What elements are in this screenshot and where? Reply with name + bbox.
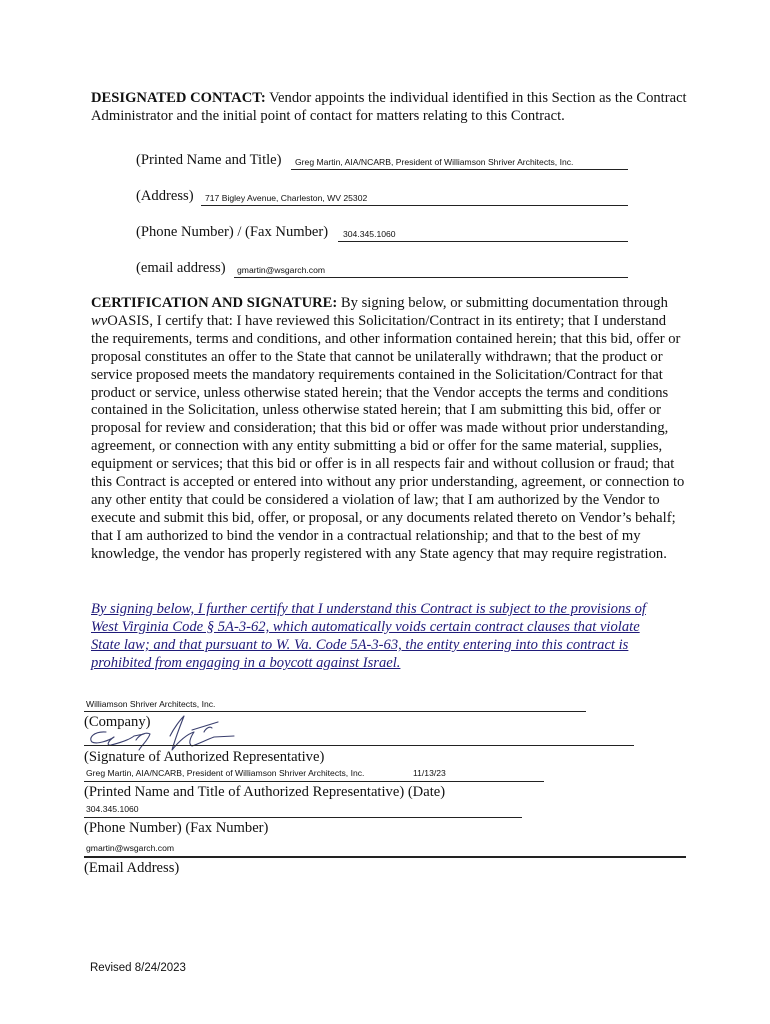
- signature-label: (Signature of Authorized Representative): [84, 749, 325, 765]
- printed-name-title-row: [136, 148, 628, 170]
- phone-fax-label: (Phone Number) / (Fax Number): [136, 224, 329, 240]
- certification-heading: CERTIFICATION AND SIGNATURE:: [91, 295, 338, 311]
- email-field[interactable]: [234, 263, 628, 278]
- email-signature-line[interactable]: [84, 856, 686, 858]
- rep-name-title-date-label: (Printed Name and Title of Authorized Representative) (Date): [84, 784, 446, 800]
- designated-contact-text: Vendor appoints the individual identified in this Section as the Contract Administrator and the initial point of contact for matters relating to this Contract.: [91, 90, 687, 124]
- company-label: (Company): [84, 714, 151, 730]
- signature-line[interactable]: [84, 745, 634, 746]
- date-value: 11/13/23: [413, 768, 446, 778]
- system-prefix: wv: [91, 312, 108, 329]
- certification-paragraph: [91, 295, 687, 564]
- phone-fax-value: 304.345.1060: [343, 229, 396, 239]
- email-signature-value: gmartin@wsgarch.com: [86, 843, 175, 853]
- email-value: gmartin@wsgarch.com: [237, 265, 326, 275]
- printed-name-title-field[interactable]: [291, 155, 628, 170]
- printed-name-title-label: (Printed Name and Title): [136, 152, 282, 168]
- rep-name-title-value: Greg Martin, AIA/NCARB, President of Williamson Shriver Architects, Inc.: [86, 768, 365, 778]
- email-signature-label: (Email Address): [84, 860, 180, 876]
- email-label: (email address): [136, 260, 226, 276]
- phone-fax-field[interactable]: [338, 227, 628, 242]
- address-row: [136, 184, 628, 206]
- phone-fax-row: [136, 220, 628, 242]
- rep-name-title-date-line[interactable]: [84, 781, 544, 782]
- certification-text-rest: , I certify that: I have reviewed this Solicitation/Contract in its entirety; that I understand the requirements, terms and conditions, and other information contained herein; that this bid, offer or proposal constitutes an offer to the State that cannot be unilaterally withdrawn; that the product or service proposed meets the mandatory requirements contained in the Solicitation/Contract for that product or service, unless otherwise stated herein; that the Vendor accepts the terms and conditions contained in the Solicitation, unless otherwise stated herein; that I am submitting this bid, offer or proposal for review and consideration; that this bid or offer was made without prior understanding, agreement, or connection with any entity submitting a bid or offer for the same material, supplies, equipment or services; that this bid or offer is in all respects fair and without collusion or fraud; that this Contract is accepted or entered into without any prior understanding, agreement, or connection to any other entity that could be considered a violation of law; that I am authorized by the Vendor to execute and submit this bid, offer, or proposal, or any documents related thereto on Vendor’s behalf; that I am authorized to bind the vendor in a contractual relationship; and that to the best of my knowledge, the vendor has properly registered with any State agency that may require registration.: [91, 312, 685, 562]
- designated-contact-heading: DESIGNATED CONTACT:: [91, 90, 266, 106]
- company-value: Williamson Shriver Architects, Inc.: [86, 699, 216, 709]
- address-value: 717 Bigley Avenue, Charleston, WV 25302: [205, 193, 368, 203]
- revision-footer: Revised 8/24/2023: [90, 962, 186, 974]
- designated-contact-paragraph: [91, 89, 691, 125]
- printed-name-title-value: Greg Martin, AIA/NCARB, President of Williamson Shriver Architects, Inc.: [295, 157, 574, 167]
- israel-boycott-clause: By signing below, I further certify that I understand this Contract is subject to the provisions of West Virginia Code § 5A-3-62, which automatically voids certain contract clauses that violate State law; and that pursuant to W. Va. Code 5A-3-63, the entity entering into this contract is prohibited from engaging in a boycott against Israel.: [91, 601, 646, 671]
- certification-text-start: By signing below, or submitting documentation through: [337, 295, 668, 311]
- address-field[interactable]: [201, 191, 628, 206]
- phone-fax-signature-line[interactable]: [84, 817, 522, 818]
- phone-fax-signature-value: 304.345.1060: [86, 804, 139, 814]
- phone-fax-signature-label: (Phone Number) (Fax Number): [84, 820, 269, 836]
- email-row: [136, 256, 628, 278]
- system-name: OASIS: [107, 312, 150, 329]
- address-label: (Address): [136, 188, 194, 204]
